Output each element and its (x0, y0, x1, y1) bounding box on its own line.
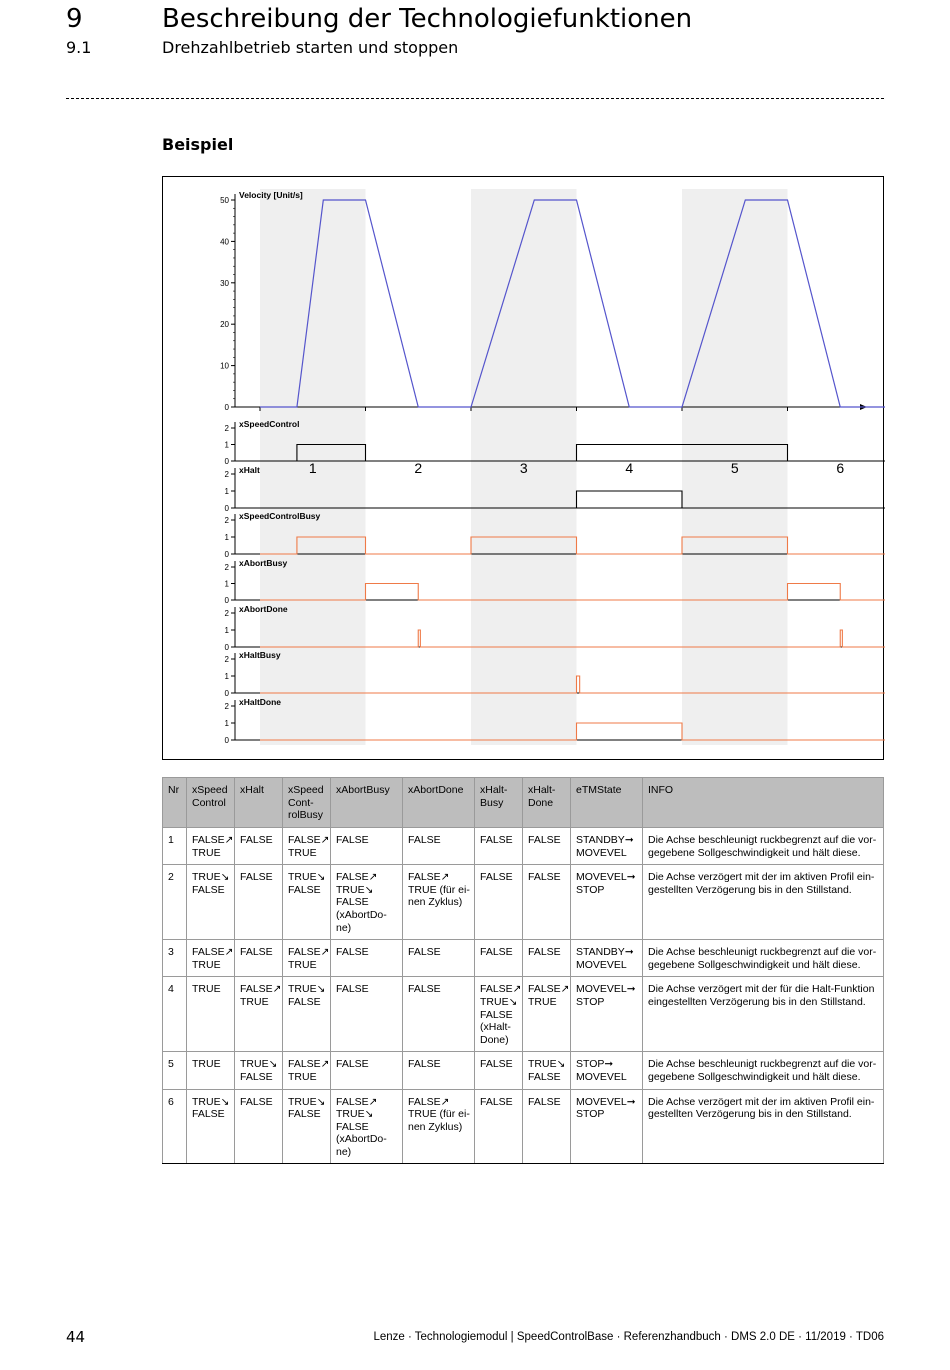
y-tick-label: 30 (220, 278, 229, 288)
table-cell: FALSE↗ TRUE (523, 977, 571, 1052)
table-cell: 5 (163, 1052, 187, 1089)
table-cell: FALSE↗ TRUE↘ FALSE (xHalt- Done) (475, 977, 523, 1052)
footer-text: Lenze · Technologiemodul | SpeedControlBase · Referenzhandbuch · DMS 2.0 DE · 11/2019 · TD06 (373, 1331, 884, 1343)
y-tick-label: 0 (224, 736, 229, 745)
series-label: xHaltDone (239, 697, 282, 707)
table-cell: TRUE↘ FALSE (187, 865, 235, 940)
table-row (163, 1052, 884, 1089)
column-header: Nr (163, 778, 187, 828)
phase-label: 4 (625, 460, 634, 476)
table-row (163, 977, 884, 1052)
y-tick-label: 0 (224, 504, 229, 513)
table-cell: FALSE↗ TRUE (283, 1052, 331, 1089)
chapter-number: 9 (66, 4, 83, 34)
series-label: xHalt (239, 465, 260, 475)
table-cell: FALSE (475, 940, 523, 977)
table-cell: FALSE (523, 828, 571, 865)
table-cell: TRUE (187, 1052, 235, 1089)
column-header: xAbortBusy (331, 778, 403, 828)
table-header-row (163, 778, 884, 828)
table-cell: FALSE (403, 828, 475, 865)
table-cell: FALSE↗ TRUE (für ei- nen Zyklus) (403, 1089, 475, 1164)
section-number: 9.1 (66, 38, 92, 57)
table-cell: FALSE↗ TRUE (für ei- nen Zyklus) (403, 865, 475, 940)
y-tick-label: 0 (224, 457, 229, 466)
table-cell: FALSE↗ TRUE↘ FALSE (xAbortDo- ne) (331, 865, 403, 940)
table-row (163, 828, 884, 865)
series-label: xSpeedControl (239, 419, 300, 429)
series-label: xHaltBusy (239, 650, 281, 660)
table-cell: MOVEVEL➞ STOP (571, 1089, 643, 1164)
column-header: xSpeed Cont- rolBusy (283, 778, 331, 828)
table-cell: MOVEVEL➞ STOP (571, 865, 643, 940)
table-cell: FALSE (331, 1052, 403, 1089)
phase-label: 6 (836, 460, 845, 476)
table-cell: FALSE↗ TRUE (235, 977, 283, 1052)
chapter-title: Beschreibung der Technologiefunktionen (162, 4, 693, 34)
header-divider (66, 98, 884, 99)
y-tick-label: 1 (224, 533, 229, 542)
table-cell: FALSE (235, 828, 283, 865)
y-tick-label: 2 (224, 655, 229, 664)
table-cell: FALSE (403, 940, 475, 977)
table-cell: FALSE↗ TRUE (283, 940, 331, 977)
table-cell: TRUE↘ FALSE (235, 1052, 283, 1089)
y-tick-label: 2 (224, 424, 229, 433)
y-tick-label: 0 (224, 403, 229, 412)
table-cell: Die Achse beschleunigt ruckbegrenzt auf die vor- gegebene Sollgeschwindigkeit und hält diese. (643, 828, 884, 865)
series-label: xAbortDone (239, 604, 288, 614)
series-label: Velocity [Unit/s] (239, 190, 303, 200)
y-tick-label: 1 (224, 719, 229, 728)
y-tick-label: 1 (224, 672, 229, 681)
y-tick-label: 0 (224, 689, 229, 698)
y-tick-label: 1 (224, 487, 229, 496)
table-row (163, 865, 884, 940)
y-tick-label: 0 (224, 596, 229, 605)
table-cell: FALSE (523, 865, 571, 940)
table-cell: FALSE (235, 1089, 283, 1164)
table-cell: 4 (163, 977, 187, 1052)
section-heading: Beispiel (162, 135, 234, 154)
y-tick-label: 2 (224, 563, 229, 572)
y-tick-label: 20 (220, 320, 229, 330)
table-cell: FALSE (475, 1089, 523, 1164)
table-cell: FALSE↗ TRUE (187, 940, 235, 977)
table-cell: 2 (163, 865, 187, 940)
table-cell: FALSE (523, 940, 571, 977)
table-cell: TRUE↘ FALSE (283, 865, 331, 940)
table-cell: Die Achse beschleunigt ruckbegrenzt auf die vor- gegebene Sollgeschwindigkeit und hält diese. (643, 940, 884, 977)
table-cell: FALSE (475, 865, 523, 940)
column-header: xSpeed Control (187, 778, 235, 828)
y-tick-label: 1 (224, 440, 229, 450)
table-cell: STANDBY➞ MOVEVEL (571, 940, 643, 977)
table-cell: Die Achse beschleunigt ruckbegrenzt auf die vor- gegebene Sollgeschwindigkeit und hält diese. (643, 1052, 884, 1089)
page-number: 44 (66, 1328, 86, 1346)
table-cell: MOVEVEL➞ STOP (571, 977, 643, 1052)
table-cell: TRUE↘ FALSE (187, 1089, 235, 1164)
column-header: xAbortDone (403, 778, 475, 828)
table-cell: FALSE (331, 977, 403, 1052)
table-cell: FALSE↗ TRUE↘ FALSE (xAbortDo- ne) (331, 1089, 403, 1164)
table-cell: TRUE↘ FALSE (283, 977, 331, 1052)
y-tick-label: 50 (220, 196, 229, 205)
y-tick-label: 1 (224, 626, 229, 635)
section-title: Drehzahlbetrieb starten und stoppen (162, 38, 459, 57)
table-cell: FALSE (235, 865, 283, 940)
phase-label: 3 (519, 460, 528, 476)
phase-label: 2 (414, 460, 423, 476)
table-cell: 6 (163, 1089, 187, 1164)
table-cell: FALSE (523, 1089, 571, 1164)
table-cell: Die Achse verzögert mit der im aktiven Profil ein- gestellten Verzögerung bis in den Stillstand. (643, 865, 884, 940)
table-cell: FALSE (475, 1052, 523, 1089)
y-tick-label: 2 (224, 516, 229, 525)
column-header: INFO (643, 778, 884, 828)
table-row (163, 940, 884, 977)
y-tick-label: 1 (224, 579, 229, 589)
table-cell: Die Achse verzögert mit der im aktiven Profil ein- gestellten Verzögerung bis in den Stillstand. (643, 1089, 884, 1164)
table-cell: FALSE (331, 828, 403, 865)
y-tick-label: 40 (220, 237, 229, 247)
y-tick-label: 0 (224, 643, 229, 652)
table-cell: FALSE↗ TRUE (187, 828, 235, 865)
table-cell: STOP➞ MOVEVEL (571, 1052, 643, 1089)
table-cell: FALSE (403, 1052, 475, 1089)
table-cell: FALSE (235, 940, 283, 977)
column-header: xHalt- Done (523, 778, 571, 828)
y-tick-label: 2 (224, 702, 229, 711)
column-header: xHalt (235, 778, 283, 828)
y-tick-label: 10 (220, 361, 229, 371)
table-row (163, 1089, 884, 1164)
y-tick-label: 2 (224, 470, 229, 479)
table-cell: FALSE (331, 940, 403, 977)
phase-label: 5 (730, 460, 739, 476)
column-header: xHalt- Busy (475, 778, 523, 828)
phase-label: 1 (308, 460, 317, 476)
table-cell: 3 (163, 940, 187, 977)
table-cell: FALSE↗ TRUE (283, 828, 331, 865)
table-cell: Die Achse verzögert mit der für die Halt-Funktion eingestellten Verzögerung bis in den Stillstand. (643, 977, 884, 1052)
signal-table (162, 777, 884, 1164)
timing-chart-svg (163, 177, 885, 761)
table-cell: FALSE (475, 828, 523, 865)
series-label: xSpeedControlBusy (239, 511, 321, 521)
table-cell: 1 (163, 828, 187, 865)
y-tick-label: 2 (224, 609, 229, 618)
series-label: xAbortBusy (239, 558, 288, 568)
table-cell: TRUE (187, 977, 235, 1052)
column-header: eTMState (571, 778, 643, 828)
table-cell: TRUE↘ FALSE (283, 1089, 331, 1164)
table-cell: TRUE↘ FALSE (523, 1052, 571, 1089)
timing-diagram (162, 176, 884, 760)
table-cell: FALSE (403, 977, 475, 1052)
y-tick-label: 0 (224, 550, 229, 559)
table-cell: STANDBY➞ MOVEVEL (571, 828, 643, 865)
